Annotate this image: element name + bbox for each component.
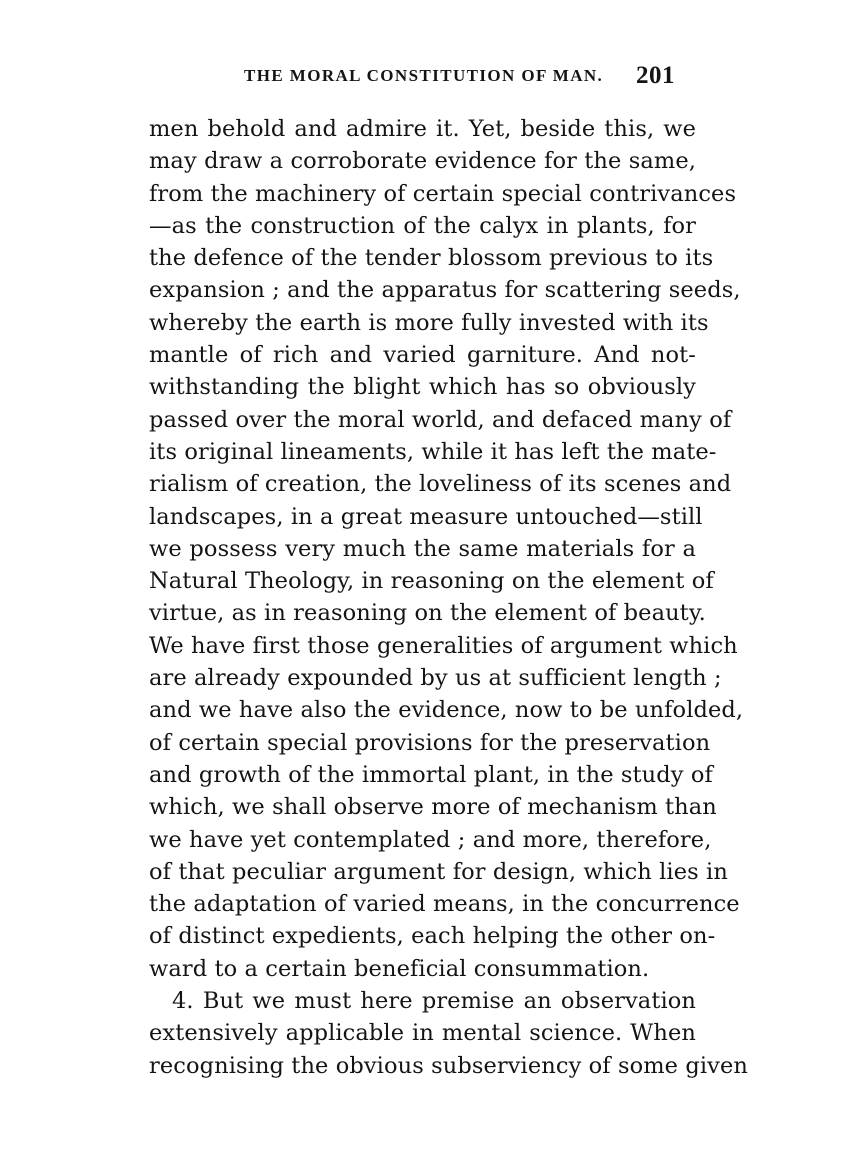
section-start-line: 4. But we must here premise an observation (172, 988, 696, 1015)
text-line: which, we shall observe more of mechanism than (149, 794, 717, 821)
text-line: may draw a corroborate evidence for the same, (149, 148, 696, 175)
text-line: are already expounded by us at sufficient length ; (149, 665, 722, 692)
text-line: of certain special provisions for the preservation (149, 729, 711, 756)
page-number: 201 (636, 62, 675, 89)
text-line: landscapes, in a great measure untouched—still (149, 503, 703, 530)
text-line: extensively applicable in mental science. When (149, 1020, 696, 1047)
text-line: We have first those generalities of argument which (149, 632, 738, 659)
text-line: passed over the moral world, and defaced many of (149, 406, 732, 433)
text-line: —as the construction of the calyx in plants, for (149, 212, 696, 239)
text-line: we have yet contemplated ; and more, therefore, (149, 826, 712, 853)
text-line: men behold and admire it. Yet, beside this, we (149, 116, 696, 142)
text-line: rialism of creation, the loveliness of its scenes and (149, 471, 732, 498)
body-text (149, 113, 748, 1082)
text-line: and we have also the evidence, now to be unfolded, (149, 697, 744, 724)
text-line: and growth of the immortal plant, in the study of (149, 761, 713, 788)
text-line: of that peculiar argument for design, which lies in (149, 858, 728, 885)
text-line: from the machinery of certain special contrivances (149, 180, 737, 207)
text-line: the adaptation of varied means, in the concurrence (149, 891, 740, 918)
paragraph-end-line: ward to a certain beneficial consummation. (149, 955, 650, 982)
running-head (0, 62, 850, 96)
text-line: whereby the earth is more fully invested with its (149, 309, 709, 336)
running-title: THE MORAL CONSTITUTION OF MAN. (244, 66, 604, 85)
text-line: Natural Theology, in reasoning on the element of (149, 568, 714, 595)
text-line: we possess very much the same materials for a (149, 535, 696, 562)
text-line: virtue, as in reasoning on the element of beauty. (149, 600, 706, 627)
text-line: withstanding the blight which has so obviously (149, 374, 696, 401)
text-line: the defence of the tender blossom previous to its (149, 245, 714, 272)
text-line: of distinct expedients, each helping the other on- (149, 923, 716, 950)
text-line: expansion ; and the apparatus for scattering seeds, (149, 277, 741, 304)
text-line: recognising the obvious subserviency of some given (149, 1052, 748, 1079)
text-line: mantle of rich and varied garniture. And not- (149, 342, 696, 369)
text-line: its original lineaments, while it has left the mate- (149, 438, 717, 465)
